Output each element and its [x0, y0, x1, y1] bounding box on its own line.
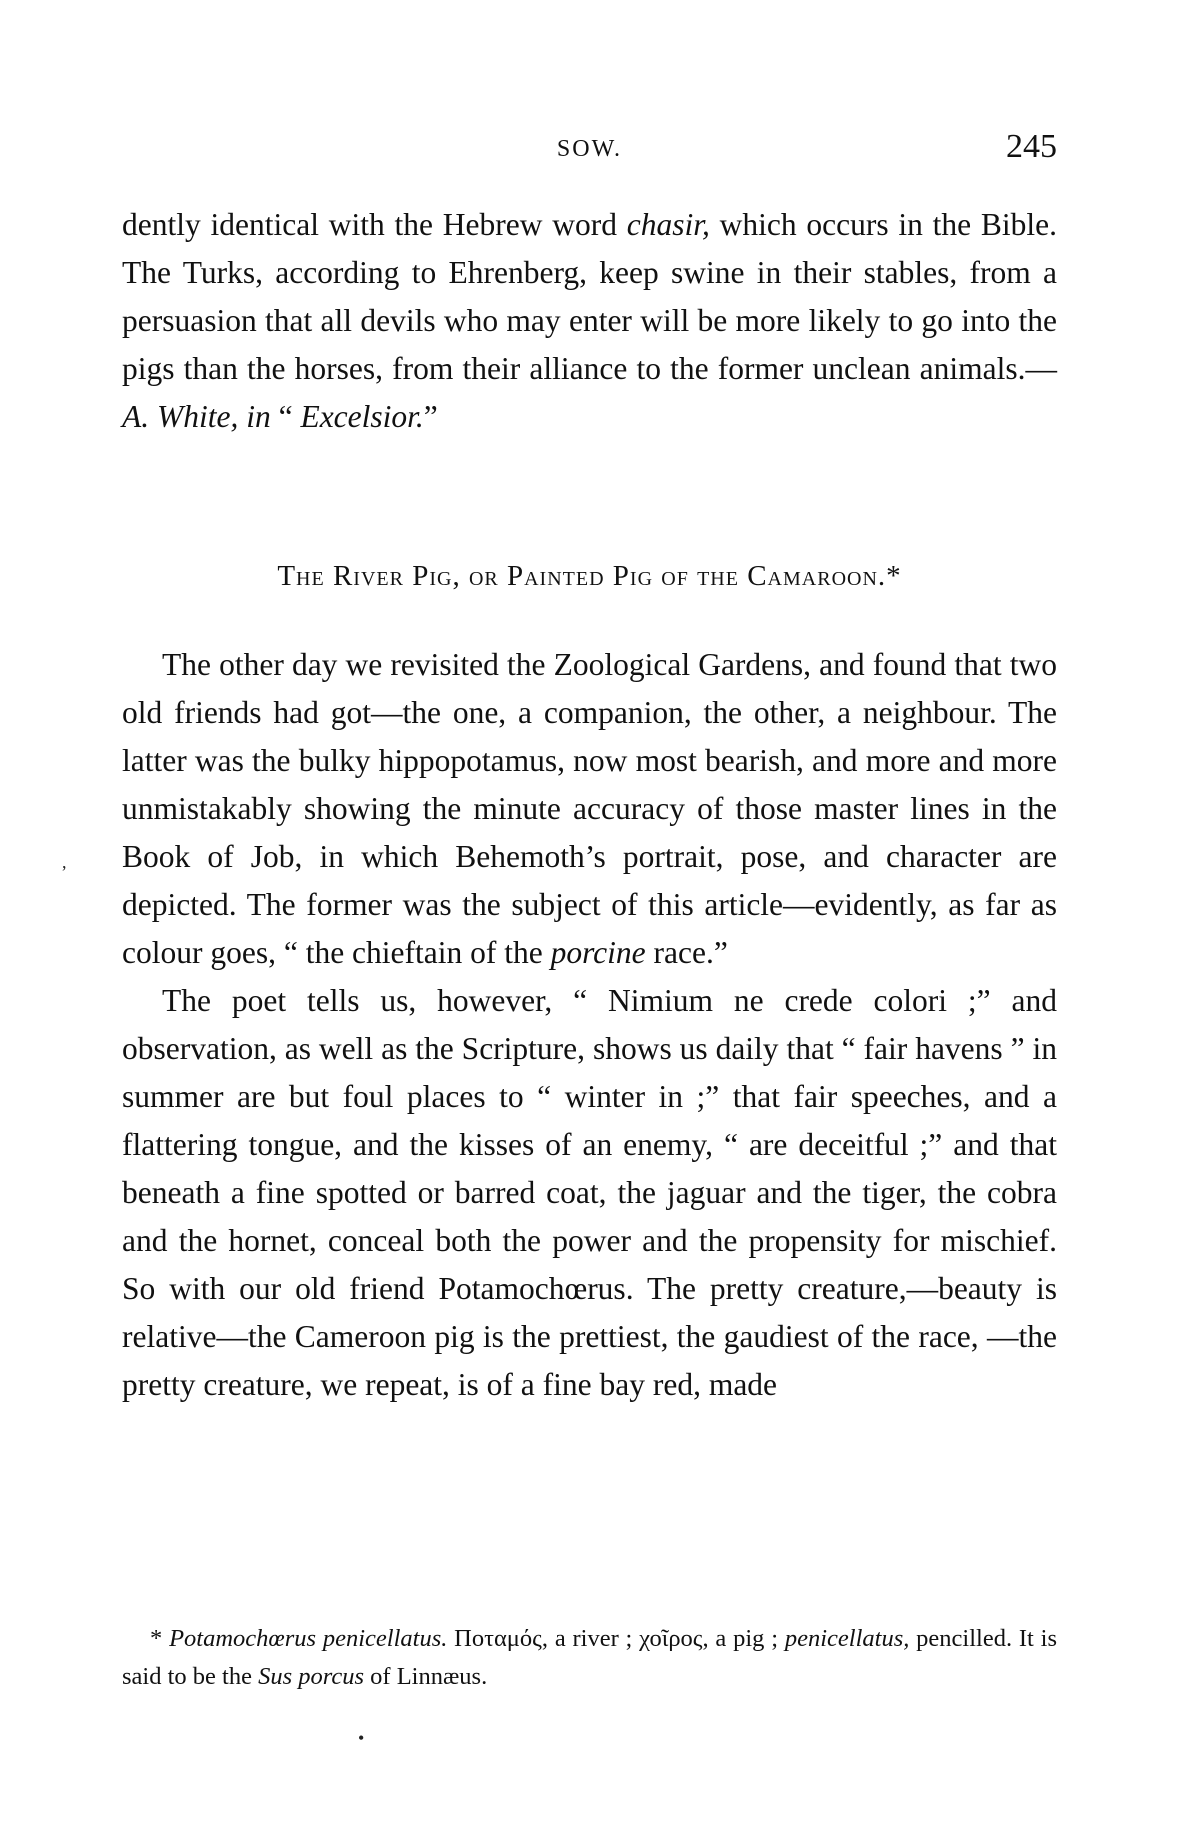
text-run: ”: [423, 399, 438, 434]
italic-word: porcine: [550, 935, 646, 970]
footnote-marker: *: [150, 1625, 170, 1652]
ink-speck: •: [358, 1728, 365, 1748]
italic-species-name: Sus porcus: [258, 1663, 365, 1690]
margin-mark: ,: [62, 852, 67, 872]
text-run: The other day we revisited the Zoological Gardens, and found that two old friends had got—the one, a companion, the other, a neighbour. The latter was the bulky hippopotamus, now most bearish, and more and more unmistakably showing the minute accuracy of those master lines in the Book of Job, in which Behemoth’s portrait, pose, and character are depicted. The former was the subject of this article—evidently, as far as colour goes, “ the chieftain of the: [122, 647, 1057, 970]
italic-word: penicellatus,: [784, 1625, 910, 1652]
italic-citation-title: Excelsior.: [300, 399, 424, 434]
text-run: which occurs in the Bible. The Turks, according to Ehrenberg, keep swine in their stables, from a persuasion that all devils who may enter will be more likely to go into the pigs than the horses, from their alliance to the former unclean animals.—: [122, 207, 1057, 386]
text-run: pencilled. It is said to be the: [122, 1625, 1057, 1690]
running-head: [122, 128, 1057, 172]
section-heading-text: The River Pig, or Painted Pig of the Camaroon.*: [277, 560, 902, 592]
article-body: [122, 641, 1057, 1409]
italic-word: chasir,: [626, 207, 710, 242]
paragraph-2: [122, 641, 1057, 977]
running-title: SOW.: [556, 136, 623, 162]
paragraph-3: The poet tells us, however, “ Nimium ne crede colori ;” and observation, as well as the Scripture, shows us daily that “ fair havens ” in summer are but foul places to “ winter in ;” that fair speeches, and a flattering tongue, and the kisses of an enemy, “ are deceitful ;” and that beneath a fine spotted or barred coat, the jaguar and the tiger, the cobra and the hornet, conceal both the power and the propensity for mischief. So with our old friend Potamochœrus. The pretty creature,—beauty is relative—the Cameroon pig is the prettiest, the gaudiest of the race, —the pretty creature, we repeat, is of a fine bay red, made: [122, 983, 1057, 1402]
text-run: race.”: [645, 935, 728, 970]
page-number: 245: [1006, 128, 1057, 165]
italic-citation: A. White, in: [122, 399, 271, 434]
text-run: “: [270, 399, 301, 434]
footnote: [122, 1620, 1057, 1696]
continued-paragraph: [122, 201, 1057, 441]
text-run: of Linnæus.: [364, 1663, 488, 1690]
text-run: dently identical with the Hebrew word: [122, 207, 627, 242]
footnote-text: [122, 1620, 1057, 1696]
paragraph-1: [122, 201, 1057, 441]
section-heading: [122, 560, 1057, 593]
italic-species-name: Potamochœrus penicellatus.: [169, 1625, 448, 1652]
text-run: Ποταμός, a river ; χοῖρος, a pig ;: [447, 1625, 785, 1652]
